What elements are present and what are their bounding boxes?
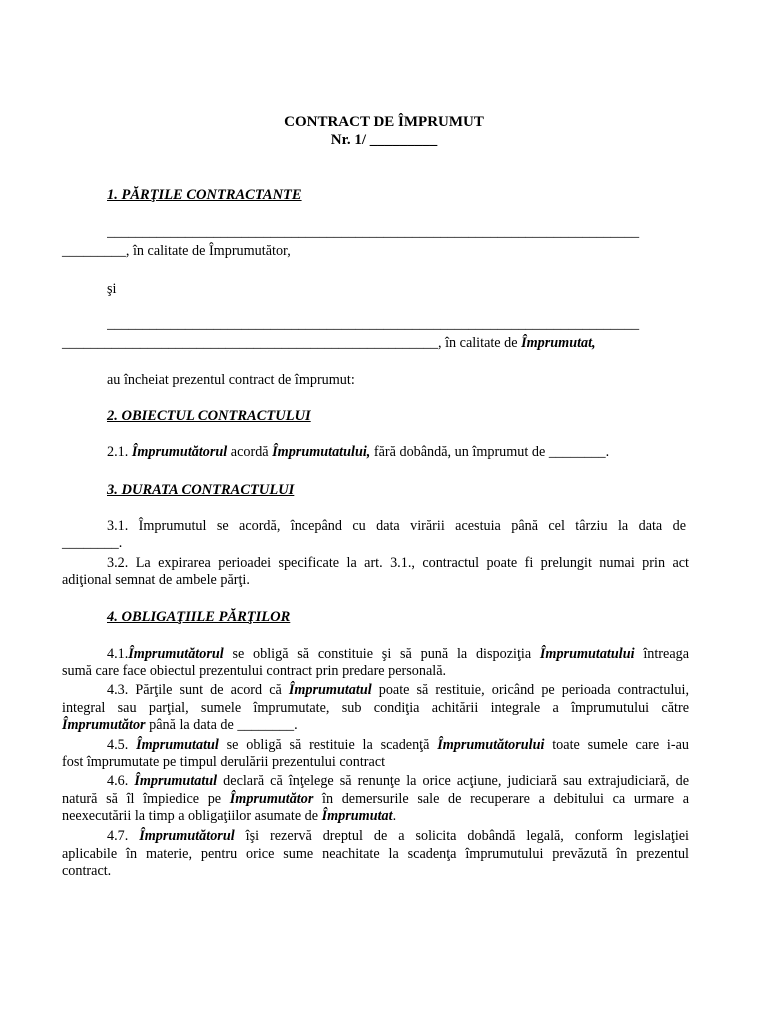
concluded-text: au încheiat prezentul contract de împrumut: — [107, 372, 355, 388]
clause-4-1-lender: Împrumutătorul — [128, 646, 224, 662]
clause-4-1-number: 4.1. — [107, 646, 129, 662]
clause-3-1-text: 3.1. Împrumutul se acordă, începând cu data virării acestuia până cel târziu la data de — [107, 518, 686, 534]
clause-4-6-text-b: natură să îl împiedice pe — [62, 791, 230, 807]
clause-4-7-lender: Împrumutătorul — [139, 828, 235, 844]
clause-4-5-text-a: se obligă să restituie la scadenţă — [218, 737, 438, 753]
clause-4-3-text-a: poate să restituie, oricând pe perioada contractului, — [371, 682, 689, 698]
clause-4-3-lender: Împrumutător — [62, 717, 146, 733]
clause-4-3-line-1 — [62, 681, 689, 699]
clause-4-6-text-a: declară că înţelege să renunţe la orice acţiune, judiciară sau extrajudiciară, de — [217, 773, 690, 789]
section-1-heading: 1. PĂRŢILE CONTRACTANTE — [107, 187, 302, 203]
clause-4-3-line-2: integral sau parţial, sumele împrumutate, sub condiţia achitării integrale a împrumutului către — [62, 700, 689, 716]
section-4-heading: 4. OBLIGAŢIILE PĂRŢILOR — [107, 609, 291, 625]
clause-4-6-lender: Împrumutător — [229, 791, 314, 807]
borrower-blank: _____________________________________________________ — [62, 335, 438, 351]
clause-4-5-lender: Împrumutătorului — [437, 737, 545, 753]
clause-3-1-line-1 — [62, 517, 686, 535]
clause-4-6-number: 4.6. — [107, 773, 135, 789]
clause-4-1-text-b: întreaga — [634, 646, 690, 662]
contract-title: CONTRACT DE ÎMPRUMUT — [284, 114, 484, 130]
clause-2-1-text-b: fără dobândă, un împrumut de ________. — [370, 444, 610, 460]
clause-4-6-borrower-2: Împrumutat — [321, 808, 393, 824]
borrower-name-blank: ___________________________________________________________________________ — [107, 316, 640, 332]
clause-2-1-text-a: acordă — [227, 444, 273, 460]
clause-4-6-text-c: în demersurile sale de recuperare a debitului ca urmare a — [313, 791, 689, 807]
clause-2-1 — [107, 444, 609, 461]
clause-2-1-lender: Împrumutătorul — [131, 444, 228, 460]
lender-name-blank: ___________________________________________________________________________ — [107, 224, 640, 240]
lender-blank: _________ — [62, 243, 126, 259]
lender-role-text: , în calitate de Împrumutător, — [125, 243, 291, 259]
clause-4-5-number: 4.5. — [107, 737, 137, 753]
clause-4-7-line-1 — [62, 827, 689, 845]
clause-4-1-line-1 — [62, 645, 689, 663]
clause-4-6-line-2 — [62, 790, 689, 808]
section-3-heading: 3. DURATA CONTRACTULUI — [107, 482, 295, 498]
clause-4-5-line-1 — [62, 736, 689, 754]
clause-3-2-line-2: adiţional semnat de ambele părţi. — [62, 572, 250, 588]
clause-4-7-number: 4.7. — [107, 828, 140, 844]
clause-4-1-line-2: sumă care face obiectul prezentului contract prin predare personală. — [62, 663, 447, 679]
clause-4-3-number: 4.3. Părţile sunt de acord că — [107, 682, 289, 698]
clause-4-7-text-a: îşi rezervă dreptul de a solicita dobândă legală, conform legislaţiei — [234, 828, 690, 844]
clause-4-6-borrower: Împrumutatul — [134, 773, 218, 789]
contract-number: Nr. 1/ _________ — [330, 132, 438, 148]
clause-3-2-line-1 — [62, 554, 689, 572]
clause-4-7-line-2: aplicabile în materie, pentru orice sume neachitate la scadenţa împrumutului prevăzută în prezentul — [62, 846, 689, 862]
borrower-role-text: , în calitate de — [437, 335, 522, 351]
clause-2-1-borrower: Împrumutatului, — [272, 444, 371, 460]
clause-4-3-text-b: până la data de ________. — [145, 717, 298, 733]
clause-4-1-text-a: se obligă să constituie şi să pună la dispoziţia — [223, 646, 540, 662]
clause-4-3-line-3 — [62, 717, 298, 734]
clause-4-6-text-d: neexecutării la timp a obligaţiilor asumate de — [62, 808, 322, 824]
clause-4-6-period: . — [392, 808, 397, 824]
clause-4-6-line-1 — [62, 772, 689, 790]
clause-4-5-line-2: fost împrumutate pe timpul derulării prezentului contract — [62, 754, 386, 770]
clause-3-2-text: 3.2. La expirarea perioadei specificate la art. 3.1., contractul poate fi prelungit numai prin act — [107, 555, 689, 571]
clause-4-5-text-b: toate sumele care i-au — [544, 737, 689, 753]
clause-4-5-borrower: Împrumutatul — [136, 737, 219, 753]
clause-4-6-line-3 — [62, 808, 396, 825]
clause-4-1-borrower: Împrumutatului — [539, 646, 635, 662]
and-text: şi — [107, 281, 117, 297]
borrower-role: Împrumutat, — [521, 335, 596, 351]
lender-line — [62, 243, 291, 260]
section-2-heading: 2. OBIECTUL CONTRACTULUI — [107, 408, 311, 424]
clause-2-1-number: 2.1. — [107, 444, 132, 460]
clause-4-7-line-3: contract. — [62, 863, 112, 879]
borrower-line — [62, 335, 596, 352]
clause-3-1-line-2: ________. — [62, 535, 123, 551]
clause-4-3-borrower: Împrumutatul — [288, 682, 372, 698]
